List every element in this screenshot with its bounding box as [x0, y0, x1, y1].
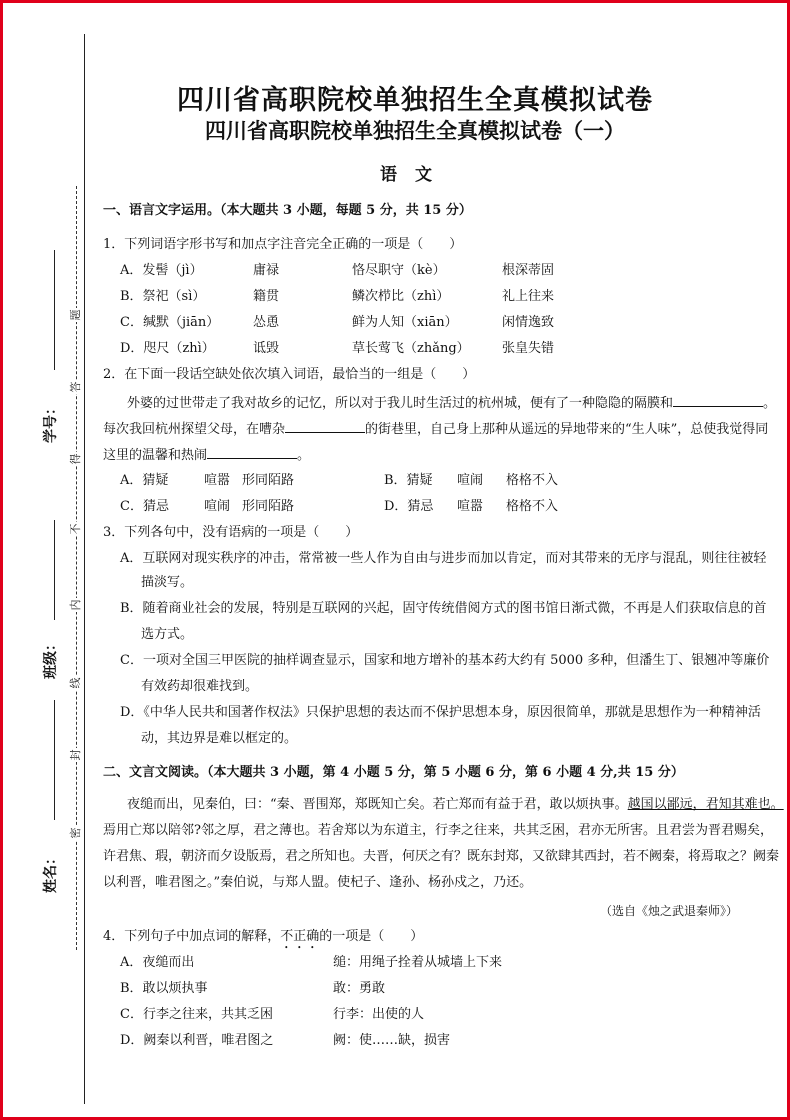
q2-passage-text: 这里的温馨和热闹 [103, 448, 208, 463]
q2-option-d: D．猜忌 [384, 499, 434, 514]
q2-passage-text: 的街巷里，自己身上那种从遥远的异地带来的“生人味”，总使我觉得同 [365, 422, 769, 437]
q2-option-c-word2: 喧闹 [204, 499, 231, 514]
q2-option-b-word2: 喧闹 [457, 473, 484, 488]
q4-stem-text: 4．下列句子中加点词的解释， [103, 929, 281, 944]
q1-option-d-word4: 张皇失错 [502, 341, 555, 356]
q3-option-a-line1: A．互联网对现实秩序的冲击，常常被一些人作为自由与进步而加以肯定，而对其带来的无序与混乱，则往往被轻 [120, 551, 767, 566]
name-line [54, 700, 55, 820]
q1-option-a-word3: 恪尽职守（kè） [352, 263, 446, 278]
q2-passage-text: 外婆的过世带走了我对故乡的记忆，所以对于我儿时生活过的杭州城，便有了一种隐隐的隔膜和 [127, 396, 674, 411]
q1-option-c-word3: 鲜为人知（xiān） [352, 315, 458, 330]
class-line [54, 520, 55, 620]
class-label: 班级： [43, 637, 59, 679]
seal-char: 题 [69, 309, 82, 321]
seal-char: 内 [69, 599, 82, 611]
q1-option-a: A．发髻（jì） [120, 263, 203, 278]
q4-option-d: D．阙秦以利晋，唯君图之 [120, 1033, 274, 1048]
student-id-label: 学号： [43, 401, 59, 443]
answer-blank[interactable] [673, 394, 763, 407]
q2-option-c-word3: 形同陌路 [242, 499, 295, 514]
passage-text: 夜缒而出，见秦伯，曰：“秦、晋围郑，郑既知亡矣。若亡郑而有益于君，敢以烦执事。 [127, 797, 628, 812]
binding-line [84, 34, 85, 1104]
q4-option-b: B．敢以烦执事 [120, 981, 208, 996]
q2-option-d-word2: 喧嚣 [457, 499, 484, 514]
q1-option-a-word4: 根深蒂固 [502, 263, 555, 278]
q4-option-c: C．行李之往来，共其乏困 [120, 1007, 273, 1022]
passage-line4: 以利晋，唯君图之。”秦伯说，与郑人盟。使杞子、逢孙、杨孙戍之，乃还。 [103, 875, 533, 890]
subject-title: 语文 [380, 165, 450, 185]
passage-source: （选自《烛之武退秦师》） [600, 904, 739, 918]
q1-option-d-word3: 草长莺飞（zhǎng） [352, 341, 470, 356]
q2-stem: 2．在下面一段话空缺处依次填入词语，最恰当的一组是（ ） [103, 367, 476, 382]
q3-stem: 3．下列各句中，没有语病的一项是（ ） [103, 525, 359, 540]
exam-subtitle: 四川省高职院校单独招生全真模拟试卷（一） [205, 119, 625, 143]
q3-option-b-line2: 选方式。 [141, 627, 194, 642]
q2-option-a-word3: 形同陌路 [242, 473, 295, 488]
q4-option-a: A．夜缒而出 [120, 955, 195, 970]
q2-option-a: A．猜疑 [120, 473, 169, 488]
q2-option-c: C．猜忌 [120, 499, 169, 514]
q2-passage-end: 。 [297, 448, 311, 463]
q1-option-a-word2: 庸禄 [253, 263, 280, 278]
seal-char: 得 [69, 453, 82, 465]
q1-option-b: B．祭祀（sì） [120, 289, 206, 304]
passage-line1 [127, 796, 784, 814]
student-id-line [54, 250, 55, 370]
q3-option-c-line2: 有效药却很难找到。 [141, 679, 259, 694]
exam-title: 四川省高职院校单独招生全真模拟试卷 [177, 85, 653, 116]
q4-option-b-explain: 敢：勇敢 [333, 981, 386, 996]
q3-option-a-line2: 描淡写。 [141, 575, 194, 590]
q4-stem-text: 的一项是（ ） [319, 929, 424, 944]
answer-blank[interactable] [285, 420, 365, 433]
section1-heading: 一、语言文字运用。（本大题共 3 小题，每题 5 分，共 15 分） [103, 203, 472, 218]
q4-stem-emphasis: 不正确 [280, 929, 320, 944]
passage-underlined: 越国以鄙远，君知其难也。 [627, 797, 784, 812]
q1-option-c-word2: 怂恿 [253, 315, 280, 330]
q2-option-d-word3: 格格不入 [506, 499, 559, 514]
q1-option-d-word2: 诋毁 [253, 341, 280, 356]
q1-option-d: D．咫尺（zhì） [120, 341, 215, 356]
q3-option-d-line2: 动，其边界是难以框定的。 [141, 731, 298, 746]
passage-line3: 许君焦、瑕，朝济而夕设版焉，君之所知也。夫晋，何厌之有？既东封郑，又欲肆其西封，若不阙秦，将焉取之？阙秦 [103, 849, 780, 864]
q4-option-d-explain: 阙：使……缺，损害 [333, 1033, 451, 1048]
q1-option-c: C．缄默（jiān） [120, 315, 220, 330]
q2-passage-line2 [103, 420, 768, 439]
q3-option-b-line1: B．随着商业社会的发展，特别是互联网的兴起，固守传统借阅方式的图书馆日渐式微，不再是人们获取信息的首 [120, 601, 767, 616]
q2-passage-line3 [103, 446, 310, 465]
seal-char: 封 [69, 749, 82, 761]
q1-option-c-word4: 闲情逸致 [502, 315, 555, 330]
q1-option-b-word3: 鳞次栉比（zhì） [352, 289, 450, 304]
section2-heading: 二、文言文阅读。（本大题共 3 小题，第 4 小题 5 分，第 5 小题 6 分，第 6 小题 4 分,共 15 分） [103, 765, 684, 780]
q4-option-c-explain: 行李：出使的人 [333, 1007, 425, 1022]
q2-option-b: B．猜疑 [384, 473, 433, 488]
answer-blank[interactable] [207, 446, 297, 459]
seal-char: 不 [69, 523, 82, 535]
q3-option-d-line1: D．《中华人民共和国著作权法》只保护思想的表达而不保护思想本身，原因很简单，那就是思想作为一种精神活 [120, 705, 761, 720]
q1-stem: 1．下列词语字形书写和加点字注音完全正确的一项是（ ） [103, 237, 463, 252]
q3-option-c-line1: C．一项对全国三甲医院的抽样调查显示，国家和地方增补的基本药大约有 5000 多种，但潘生丁、银翘冲等廉价 [120, 653, 770, 668]
seal-char: 密 [69, 827, 82, 839]
q4-option-a-explain: 缒：用绳子拴着从城墙上下来 [333, 955, 503, 970]
q1-option-b-word4: 礼上往来 [502, 289, 555, 304]
q2-passage-text: 每次我回杭州探望父母，在嘈杂 [103, 422, 286, 437]
q2-passage-line1 [127, 394, 776, 413]
seal-char: 线 [69, 677, 82, 689]
q2-option-b-word3: 格格不入 [506, 473, 559, 488]
q2-option-a-word2: 喧嚣 [204, 473, 231, 488]
q1-option-b-word2: 籍贯 [253, 289, 280, 304]
name-label: 姓名： [43, 851, 59, 893]
passage-line2: 焉用亡郑以陪邻?邻之厚，君之薄也。若舍郑以为东道主，行李之往来，共其乏困，君亦无所害。且君尝为晋君赐矣， [103, 823, 773, 838]
seal-char: 答 [69, 381, 82, 393]
q4-stem [103, 928, 423, 952]
q2-passage-end: 。 [763, 396, 777, 411]
